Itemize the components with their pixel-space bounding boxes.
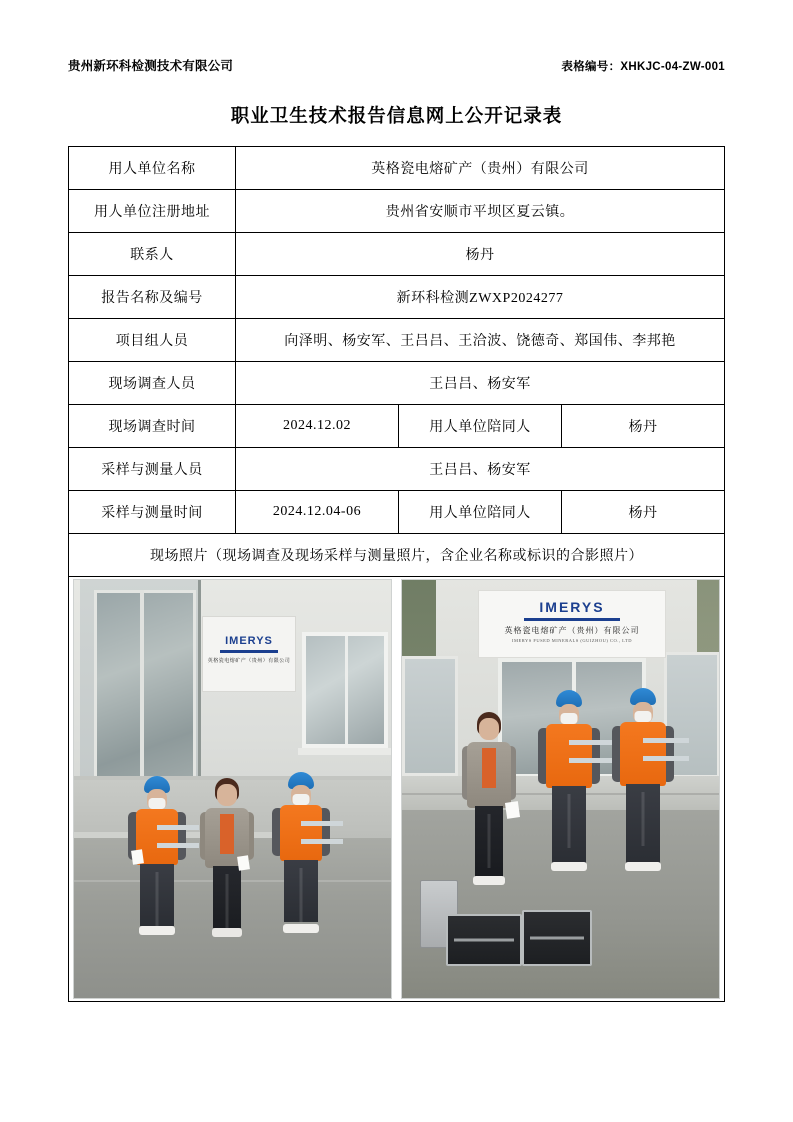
row-value-contact: 杨丹 [236,233,725,276]
table-row [69,233,725,276]
table-row [69,577,725,1002]
photo-left-person-1 [126,776,188,948]
table-row [69,362,725,405]
row-label-employer-name: 用人单位名称 [69,147,236,190]
photo-left-windowsill [298,748,392,755]
row-value-sampling-staff: 王吕吕、杨安军 [236,448,725,491]
person-coat [467,742,511,808]
document-paper [237,855,250,870]
document-paper [131,849,144,864]
row-value-survey-staff: 王吕吕、杨安军 [236,362,725,405]
person-inner-shirt [220,814,234,854]
row-value-registered-address: 贵州省安顺市平坝区夏云镇。 [236,190,725,233]
photo-right-person-3 [610,688,676,904]
table-row [69,147,725,190]
table-row [69,448,725,491]
photo-left-window [302,632,388,748]
row-label-sampling-staff: 采样与测量人员 [69,448,236,491]
photos-cell [69,577,725,1002]
imerys-logo-left: IMERYS [225,635,273,647]
face-mask-icon [149,798,166,809]
sampling-equipment-case-2 [522,910,592,966]
photo-right-door-left [402,656,458,776]
person-legs [475,806,503,878]
table-row [69,405,725,448]
photos-section-header: 现场照片（现场调查及现场采样与测量照片，含企业名称或标识的合影照片） [69,534,725,577]
imerys-logo-bar-right [524,618,620,621]
row-label-registered-address: 用人单位注册地址 [69,190,236,233]
safety-vest [280,805,322,861]
photo-gallery [73,579,720,999]
row-value-survey-escort: 杨丹 [562,405,725,448]
person-shoes [139,926,175,935]
form-number [561,58,725,74]
person-shoes [283,924,319,933]
form-number-value: XHKJC-04-ZW-001 [620,61,725,73]
imerys-banner-en: IMERYS FUSED MINERALS (GUIZHOU) CO., LTD [512,638,632,643]
person-shoes [473,876,505,885]
case-strip [454,939,514,942]
page-title: 职业卫生技术报告信息网上公开记录表 [230,107,563,127]
person-inner-shirt [482,748,496,788]
person-head [217,784,237,806]
face-mask-icon [561,713,578,724]
person-shoes [551,862,587,871]
photo-right-person-2 [536,690,602,904]
site-survey-photo-left [73,579,392,999]
photo-right-person-1 [458,712,520,902]
document-paper [505,801,520,819]
face-mask-icon [293,794,310,805]
photo-left-person-3 [270,772,332,950]
person-legs [284,860,318,922]
table-row [69,190,725,233]
row-label-sampling-escort: 用人单位陪同人 [399,491,562,534]
row-value-report-name: 新环科检测ZWXP2024277 [236,276,725,319]
person-legs [552,786,586,864]
person-head [479,718,499,740]
sampling-equipment-case-1 [446,914,522,966]
imerys-banner-cn: 英格瓷电熔矿产（贵州）有限公司 [504,626,640,635]
row-label-survey-staff: 现场调查人员 [69,362,236,405]
person-shoes [212,928,242,937]
photo-left-person-2 [196,776,258,952]
imerys-logo-right: IMERYS [539,599,605,615]
case-strip [530,937,584,940]
safety-vest [546,724,592,788]
row-label-contact: 联系人 [69,233,236,276]
photo-left-company-sign [202,616,296,692]
safety-vest [620,722,666,786]
row-label-project-team: 项目组人员 [69,319,236,362]
row-label-report-name: 报告名称及编号 [69,276,236,319]
row-label-sampling-time: 采样与测量时间 [69,491,236,534]
page-header [68,56,725,74]
photo-right-company-banner [478,590,666,658]
face-mask-icon [635,711,652,722]
photo-left-door-split [140,590,144,803]
imerys-logo-bar-left [220,650,278,653]
record-table [68,146,725,1002]
row-value-sampling-time: 2024.12.04-06 [236,491,399,534]
row-label-survey-escort: 用人单位陪同人 [399,405,562,448]
site-survey-photo-right [401,579,720,999]
imerys-sign-cn-left: 英格瓷电熔矿产（贵州）有限公司 [207,659,291,664]
row-value-sampling-escort: 杨丹 [562,491,725,534]
row-value-employer-name: 英格瓷电熔矿产（贵州）有限公司 [236,147,725,190]
person-shoes [625,862,661,871]
person-legs [213,866,241,928]
table-row [69,534,725,577]
form-number-label: 表格编号： [561,61,621,73]
row-label-survey-time: 现场调查时间 [69,405,236,448]
table-row [69,276,725,319]
table-row [69,491,725,534]
person-legs [626,784,660,864]
company-name: 贵州新环科检测技术有限公司 [68,59,234,73]
row-value-project-team: 向泽明、杨安军、王吕吕、王洽波、饶德奇、郑国伟、李邦艳 [236,319,725,362]
person-legs [140,864,174,926]
row-value-survey-time: 2024.12.02 [236,405,399,448]
table-row [69,319,725,362]
